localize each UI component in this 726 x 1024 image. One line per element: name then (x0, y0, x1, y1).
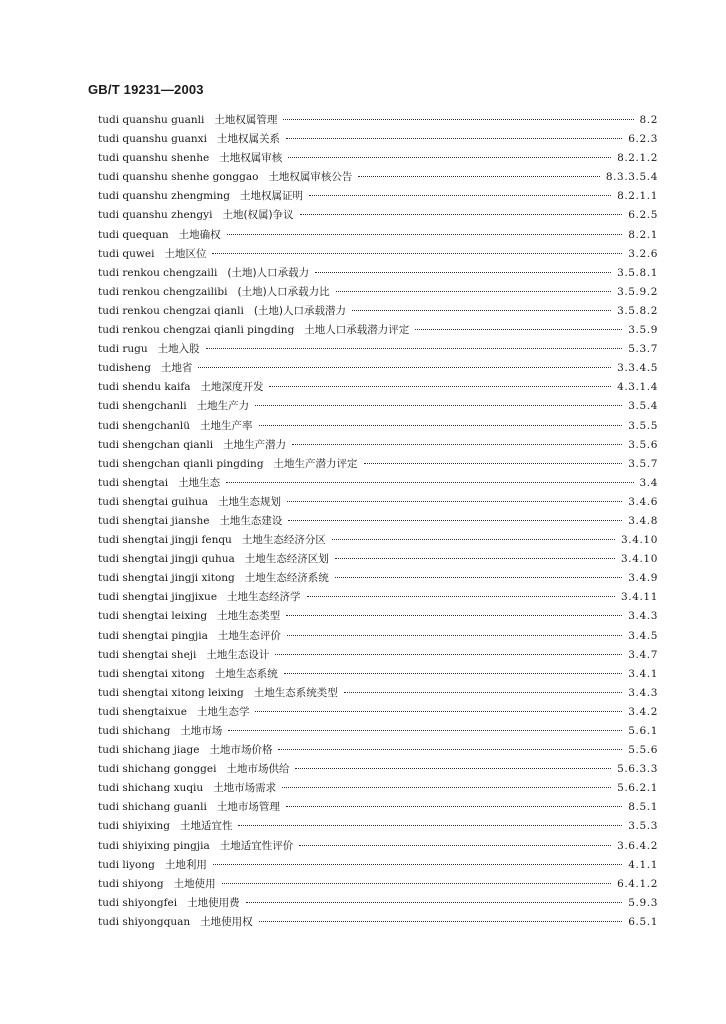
entry-pinyin: tudi quanshu shenhe gonggao (98, 171, 259, 184)
entry-term: 土地权属关系 (216, 133, 280, 146)
dot-leader (222, 882, 611, 884)
entry-term: 土地生产潜力 (223, 438, 287, 451)
entry-pinyin: tudi shengtai sheji (98, 648, 197, 661)
entry-reference: 5.5.6 (628, 744, 658, 757)
dot-leader (287, 634, 622, 636)
entry-pinyin: tudi shiyong (98, 877, 164, 890)
entry-term: 土地生态类型 (217, 610, 281, 623)
entry-pinyin: tudi shengchan qianli (98, 438, 214, 451)
entry-reference: 3.4.10 (621, 553, 658, 566)
entry-reference: 5.9.3 (628, 896, 658, 909)
dot-leader (358, 175, 599, 177)
dot-leader (255, 710, 622, 712)
entry-pinyin: tudi shengtai jianshe (98, 514, 210, 527)
dot-leader (228, 729, 622, 731)
dot-leader (284, 672, 623, 674)
entry-reference: 6.2.5 (628, 209, 658, 222)
entry-reference: 3.4.1 (628, 667, 658, 680)
index-entry (98, 455, 658, 474)
entry-pinyin: tudi shengtai jingji xitong (98, 572, 235, 585)
entry-reference: 3.5.6 (628, 438, 658, 451)
entry-term: 土地入股 (157, 343, 200, 356)
entry-term: 土地市场供给 (226, 763, 290, 776)
entry-pinyin: tudi shengtai pingjia (98, 629, 208, 642)
dot-leader (287, 500, 622, 502)
dot-leader (275, 653, 622, 655)
entry-reference: 5.3.7 (628, 343, 658, 356)
entry-reference: 4.1.1 (628, 858, 658, 871)
entry-pinyin: tudi shiyixing (98, 820, 170, 833)
index-entry (98, 703, 658, 722)
entry-pinyin: tudi quequan (98, 228, 169, 241)
index-entry (98, 474, 658, 493)
entry-term: 土地权属证明 (239, 190, 303, 203)
dot-leader (288, 519, 622, 521)
index-entry (98, 531, 658, 550)
index-entry (98, 550, 658, 569)
dot-leader (292, 443, 622, 445)
dot-leader (309, 194, 611, 196)
index-entry (98, 837, 658, 856)
index-entry (98, 684, 658, 703)
entry-pinyin: tudi shengtai jingji fenqu (98, 534, 232, 547)
entry-pinyin: tudi quanshu guanli (98, 114, 205, 126)
dot-leader (344, 691, 623, 693)
dot-leader (288, 156, 611, 158)
index-entry (98, 378, 658, 397)
index-entry (98, 340, 658, 359)
entry-pinyin: tudi shengtaixue (98, 705, 187, 718)
entry-pinyin: tudi shiyixing pingjia (98, 839, 210, 852)
dot-leader (335, 557, 615, 559)
entry-reference: 3.4.3 (628, 686, 658, 699)
index-entry (98, 913, 658, 932)
dot-leader (255, 404, 622, 406)
index-entry (98, 493, 658, 512)
entry-reference: 3.4.3 (628, 610, 658, 623)
entry-pinyin: tudi quanshu zhengyi (98, 209, 213, 222)
entry-term: 土地权属审核公告 (268, 171, 353, 184)
entry-reference: 3.4.5 (628, 629, 658, 642)
index-entry (98, 875, 658, 894)
entry-pinyin: tudi shengchan qianli pingding (98, 457, 264, 470)
index-entry (98, 588, 658, 607)
entry-pinyin: tudi liyong (98, 858, 155, 871)
entry-reference: 8.2.1 (628, 228, 658, 241)
entry-reference: 4.3.1.4 (617, 381, 658, 394)
index-entry (98, 226, 658, 245)
entry-pinyin: tudi shengtai leixing (98, 610, 208, 623)
entry-reference: 6.4.1.2 (617, 877, 658, 890)
entry-reference: 3.5.5 (628, 419, 658, 432)
entry-pinyin: tudi shichang xuqiu (98, 782, 204, 795)
entry-reference: 3.2.6 (628, 247, 658, 260)
entry-reference: 3.4 (639, 476, 658, 489)
entry-reference: 3.4.6 (628, 495, 658, 508)
entry-reference: 3.5.8.1 (617, 266, 658, 279)
index-entry (98, 569, 658, 588)
index-entry (98, 264, 658, 283)
standard-number-header: GB/T 19231—2003 (88, 82, 204, 97)
dot-leader (206, 347, 623, 349)
entry-term: 土地区位 (164, 247, 207, 260)
dot-leader (300, 213, 623, 215)
dot-leader (278, 748, 622, 750)
entry-term: 土地生态经济分区 (241, 534, 326, 547)
dot-leader (364, 462, 623, 464)
entry-pinyin: tudi shengchanli (98, 400, 187, 413)
entry-term: 土地生态学 (196, 705, 250, 718)
entry-reference: 3.4.2 (628, 705, 658, 718)
entry-term: (土地)人口承载力比 (237, 285, 330, 298)
index-entry (98, 779, 658, 798)
index-entry (98, 245, 658, 264)
entry-pinyin: tudi shengchanlü (98, 419, 191, 432)
index-entry (98, 321, 658, 340)
entry-pinyin: tudi quanshu guanxi (98, 133, 207, 146)
index-entry (98, 665, 658, 684)
dot-leader (299, 844, 611, 846)
index-entry (98, 436, 658, 455)
entry-reference: 8.2.1.2 (617, 152, 658, 165)
entry-pinyin: tudi shengtai jingjixue (98, 591, 218, 604)
index-entry (98, 130, 658, 149)
entry-pinyin: tudi shichang jiage (98, 744, 200, 757)
entry-pinyin: tudi shiyongquan (98, 915, 191, 928)
entry-pinyin: tudi shichang guanli (98, 801, 207, 814)
entry-term: 土地生产潜力评定 (273, 457, 358, 470)
dot-leader (212, 252, 622, 254)
dot-leader (226, 481, 633, 483)
dot-leader (315, 271, 611, 273)
entry-reference: 8.2 (639, 114, 658, 126)
entry-term: 土地人口承载潜力评定 (304, 324, 410, 337)
index-entry (98, 359, 658, 378)
dot-leader (269, 385, 611, 387)
entry-term: 土地生态经济系统 (244, 572, 329, 585)
entry-term: 土地市场管理 (216, 801, 280, 814)
entry-pinyin: tudi renkou chengzaili (98, 266, 218, 279)
entry-pinyin: tudi quwei (98, 247, 155, 260)
dot-leader (286, 614, 622, 616)
entry-term: 土地生态系统类型 (253, 686, 338, 699)
dot-leader (283, 118, 633, 120)
entry-term: 土地生态评价 (217, 629, 281, 642)
dot-leader (336, 290, 611, 292)
index-entry (98, 627, 658, 646)
entry-reference: 8.3.3.5.4 (605, 171, 658, 184)
entry-term: 土地深度开发 (200, 381, 264, 394)
entry-term: (土地)人口承载潜力 (253, 304, 347, 317)
entry-pinyin: tudi rugu (98, 343, 148, 356)
entry-reference: 3.4.9 (628, 572, 658, 585)
entry-term: 土地生产力 (196, 400, 250, 413)
index-entry (98, 856, 658, 875)
entry-pinyin: tudi renkou chengzailibi (98, 285, 228, 298)
index-entry (98, 302, 658, 321)
entry-term: 土地权属管理 (214, 114, 278, 126)
entry-term: 土地生态规划 (218, 495, 282, 508)
entry-reference: 3.6.4.2 (617, 839, 658, 852)
dot-leader (415, 328, 622, 330)
entry-reference: 3.3.4.5 (617, 362, 658, 375)
dot-leader (352, 309, 611, 311)
entry-term: (土地)人口承载力 (227, 266, 310, 279)
entry-reference: 8.2.1.1 (617, 190, 658, 203)
entry-reference: 3.5.7 (628, 457, 658, 470)
entry-reference: 3.4.7 (628, 648, 658, 661)
entry-reference: 3.4.10 (621, 534, 658, 547)
entry-pinyin: tudi renkou chengzai qianli (98, 304, 244, 317)
entry-term: 土地(权属)争议 (222, 209, 294, 222)
entry-pinyin: tudi shichang (98, 725, 171, 737)
entry-term: 土地生态设计 (206, 648, 270, 661)
index-entry (98, 722, 658, 741)
entry-term: 土地适宜性 (179, 820, 233, 833)
entry-pinyin: tudi shichang gonggei (98, 763, 217, 776)
entry-pinyin: tudi shendu kaifa (98, 381, 191, 394)
index-entry (98, 417, 658, 436)
index-entry (98, 168, 658, 187)
index-entry (98, 817, 658, 836)
entry-pinyin: tudi shiyongfei (98, 896, 178, 909)
entry-reference: 3.5.9.2 (617, 285, 658, 298)
entry-pinyin: tudi shengtai (98, 476, 169, 489)
entry-term: 土地市场价格 (209, 744, 273, 757)
entry-pinyin: tudi shengtai guihua (98, 495, 209, 508)
dot-leader (286, 137, 622, 139)
entry-reference: 3.4.8 (628, 514, 658, 527)
entry-term: 土地确权 (178, 228, 221, 241)
dot-leader (295, 767, 611, 769)
dot-leader (332, 538, 615, 540)
entry-reference: 3.5.9 (628, 324, 658, 337)
entry-term: 土地使用 (173, 877, 216, 890)
entry-reference: 6.5.1 (628, 915, 658, 928)
dot-leader (286, 805, 622, 807)
entry-reference: 5.6.3.3 (617, 763, 658, 776)
entry-term: 土地使用费 (187, 896, 240, 909)
entry-reference: 6.2.3 (628, 133, 658, 146)
entry-pinyin: tudi renkou chengzai qianli pingding (98, 324, 295, 337)
dot-leader (282, 786, 611, 788)
index-entry (98, 283, 658, 302)
index-entry (98, 798, 658, 817)
dot-leader (238, 824, 622, 826)
entry-pinyin: tudi quanshu zhengming (98, 190, 230, 203)
dot-leader (198, 366, 611, 368)
index-entry (98, 512, 658, 531)
dot-leader (227, 233, 623, 235)
entry-reference: 5.6.2.1 (617, 782, 658, 795)
index-entry (98, 111, 658, 130)
index-entry (98, 741, 658, 760)
entry-term: 土地生态建设 (219, 514, 283, 527)
index-entry (98, 894, 658, 913)
dot-leader (213, 863, 622, 865)
entry-term: 土地生态系统 (214, 667, 278, 680)
entry-reference: 3.5.4 (628, 400, 658, 413)
entry-pinyin: tudisheng (98, 362, 151, 375)
dot-leader (335, 576, 623, 578)
entry-term: 土地权属审核 (219, 152, 283, 165)
index-entry (98, 187, 658, 206)
entry-term: 土地生态 (178, 476, 221, 489)
entry-term: 土地生态经济区划 (244, 553, 329, 566)
dot-leader (259, 424, 623, 426)
index-entry (98, 149, 658, 168)
entry-term: 土地适宜性评价 (219, 839, 294, 852)
entry-term: 土地生态经济学 (227, 591, 301, 604)
dot-leader (259, 920, 623, 922)
entry-pinyin: tudi shengtai xitong (98, 667, 205, 680)
entry-reference: 5.6.1 (628, 725, 658, 737)
index-entry (98, 397, 658, 416)
entry-reference: 3.4.11 (621, 591, 658, 604)
entry-pinyin: tudi shengtai xitong leixing (98, 686, 244, 699)
index-entry (98, 646, 658, 665)
index-entry-list (98, 111, 658, 932)
entry-term: 土地省 (160, 362, 193, 375)
entry-term: 土地生产率 (200, 419, 253, 432)
index-entry (98, 607, 658, 626)
entry-term: 土地使用权 (200, 915, 253, 928)
entry-term: 土地市场 (180, 725, 223, 737)
entry-term: 土地市场需求 (213, 782, 277, 795)
dot-leader (307, 595, 615, 597)
entry-term: 土地利用 (164, 858, 207, 871)
entry-reference: 3.5.3 (628, 820, 658, 833)
entry-pinyin: tudi quanshu shenhe (98, 152, 210, 165)
index-entry (98, 760, 658, 779)
index-entry (98, 206, 658, 225)
dot-leader (246, 901, 623, 903)
entry-reference: 3.5.8.2 (617, 304, 658, 317)
entry-reference: 8.5.1 (628, 801, 658, 814)
entry-pinyin: tudi shengtai jingji quhua (98, 553, 235, 566)
